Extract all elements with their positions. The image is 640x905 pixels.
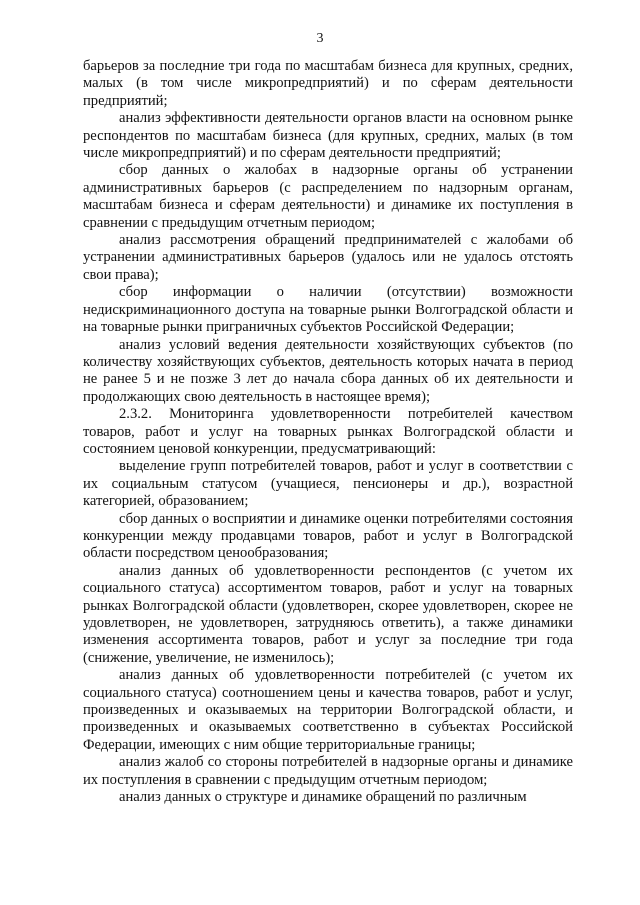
paragraph: анализ условий ведения деятельности хозяйствующих субъектов (по количеству хозяйствующих субъектов, деятельность которых начата в период не ранее 5 и не позже 3 лет до начала сбора данных об их деятельности и продолжающих свою деятельность в настоящее время); (83, 336, 573, 405)
document-body (83, 58, 573, 806)
paragraph: сбор данных о восприятии и динамике оценки потребителями состояния конкуренции между продавцами товаров, работ и услуг в Волгоградской области посредством ценообразования; (83, 510, 573, 562)
paragraph: анализ эффективности деятельности органов власти на основном рынке респондентов по масштабам бизнеса (для крупных, средних, малых (в том числе микропредприятий) и по сферам деятельности предприятий; (83, 110, 573, 162)
paragraph: барьеров за последние три года по масштабам бизнеса для крупных, средних, малых (в том числе микропредприятий) и по сферам деятельности предприятий; (83, 58, 573, 109)
paragraph: 2.3.2. Мониторинга удовлетворенности потребителей качеством товаров, работ и услуг на товарных рынках Волгоградской области и состоянием ценовой конкуренции, предусматривающий: (83, 406, 573, 457)
paragraph: анализ данных об удовлетворенности потребителей (с учетом их социального статуса) соотношением цены и качества товаров, работ и услуг, произведенных и оказываемых на территории Волгоградской области, и произведенных и оказываемых соответственно в субъектах Российской Федерации, имеющих с ним общие территориальные границы; (83, 667, 573, 753)
paragraph: сбор данных о жалобах в надзорные органы об устранении административных барьеров (с распределением по надзорным органам, масштабам бизнеса и сферам деятельности) и динамике их поступления в сравнении с предыдущим отчетным периодом; (83, 162, 573, 231)
paragraph: анализ данных о структуре и динамике обращений по различным (119, 789, 527, 806)
paragraph: анализ рассмотрения обращений предпринимателей с жалобами об устранении административных барьеров (удалось или не удалось отстоять свои права); (83, 232, 573, 283)
paragraph: выделение групп потребителей товаров, работ и услуг в соответствии с их социальным статусом (учащиеся, пенсионеры и др.), возрастной категорией, образованием; (83, 458, 573, 510)
paragraph: анализ данных об удовлетворенности респондентов (с учетом их социального статуса) ассортиментом товаров, работ и услуг на товарных рынках Волгоградской области (удовлетворен, скорее удовлетворен, скорее не удовлетворен, не удовлетворен, затрудняюсь ответить), а также динамики изменения ассортимента товаров, работ и услуг за последние три года (снижение, увеличение, не изменилось); (83, 562, 573, 666)
page-number: 3 (316, 31, 324, 46)
paragraph: сбор информации о наличии (отсутствии) возможности недискриминационного доступа на товарные рынки Волгоградской области и на товарные рынки приграничных субъектов Российской Федерации; (83, 284, 573, 336)
paragraph: анализ жалоб со стороны потребителей в надзорные органы и динамике их поступления в сравнении с предыдущим отчетным периодом; (83, 754, 573, 788)
